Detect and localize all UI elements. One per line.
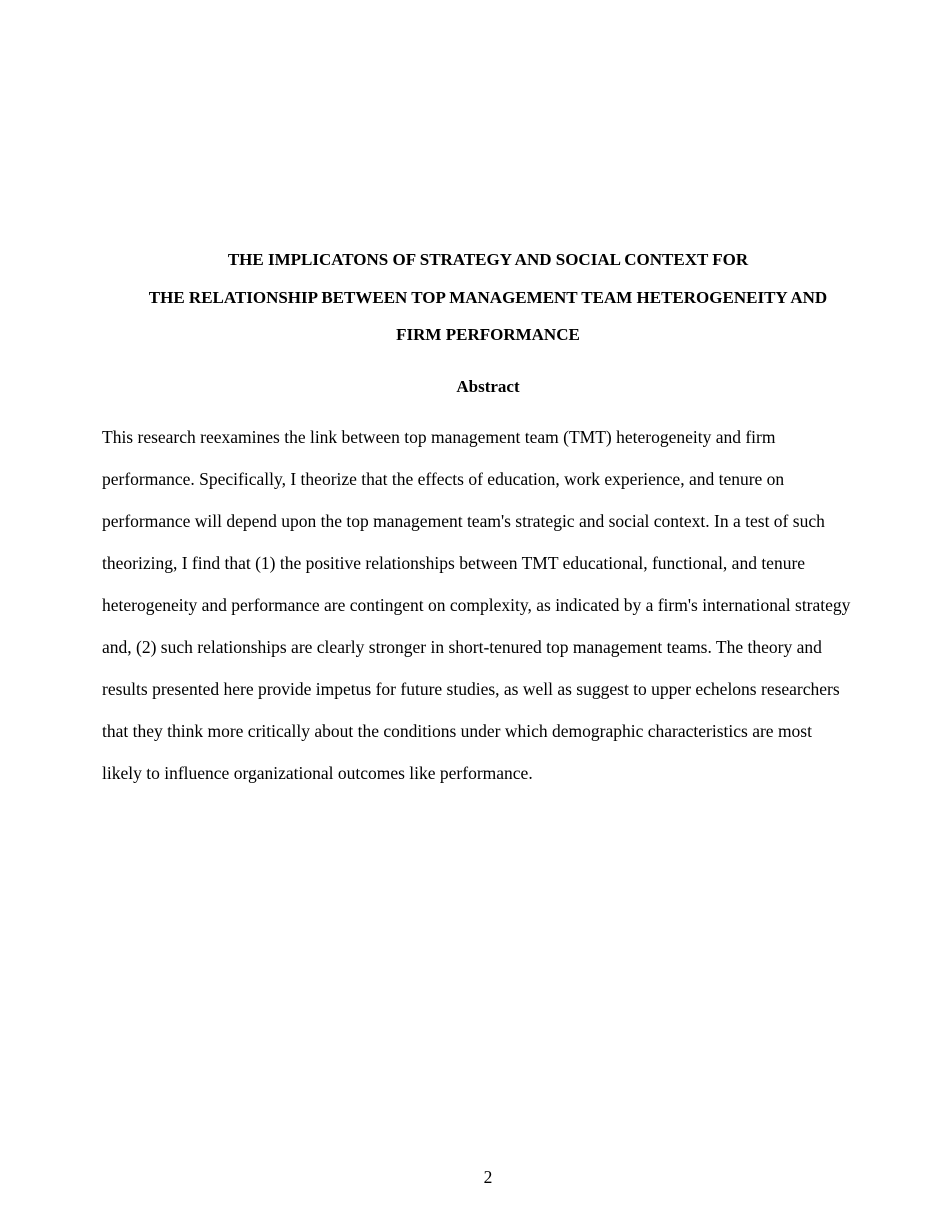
title-line: THE RELATIONSHIP BETWEEN TOP MANAGEMENT TEAM HETEROGENEITY AND: [148, 287, 828, 307]
title-line: THE IMPLICATONS OF STRATEGY AND SOCIAL CONTEXT FOR: [227, 250, 749, 269]
abstract-line: likely to influence organizational outcomes like performance.: [102, 763, 533, 783]
paper-title: [90, 241, 886, 354]
abstract-line: performance. Specifically, I theorize that the effects of education, work experience, and tenure on: [102, 469, 785, 489]
abstract-heading: Abstract: [456, 377, 520, 396]
abstract-body: [102, 416, 892, 794]
abstract-line: theorizing, I find that (1) the positive relationships between TMT educational, functional, and tenure: [102, 553, 806, 573]
title-line: FIRM PERFORMANCE: [396, 325, 580, 344]
abstract-line: that they think more critically about the conditions under which demographic characteristics are most: [102, 721, 812, 741]
abstract-line: and, (2) such relationships are clearly stronger in short-tenured top management teams. The theory and: [102, 637, 822, 657]
abstract-line: heterogeneity and performance are contingent on complexity, as indicated by a firm's international strategy: [102, 595, 851, 615]
abstract-line: performance will depend upon the top management team's strategic and social context. In a test of such: [102, 511, 825, 531]
abstract-line: results presented here provide impetus for future studies, as well as suggest to upper echelons researchers: [102, 679, 840, 699]
page-number: 2: [483, 1167, 493, 1187]
abstract-line: This research reexamines the link between top management team (TMT) heterogeneity and firm: [102, 427, 776, 447]
